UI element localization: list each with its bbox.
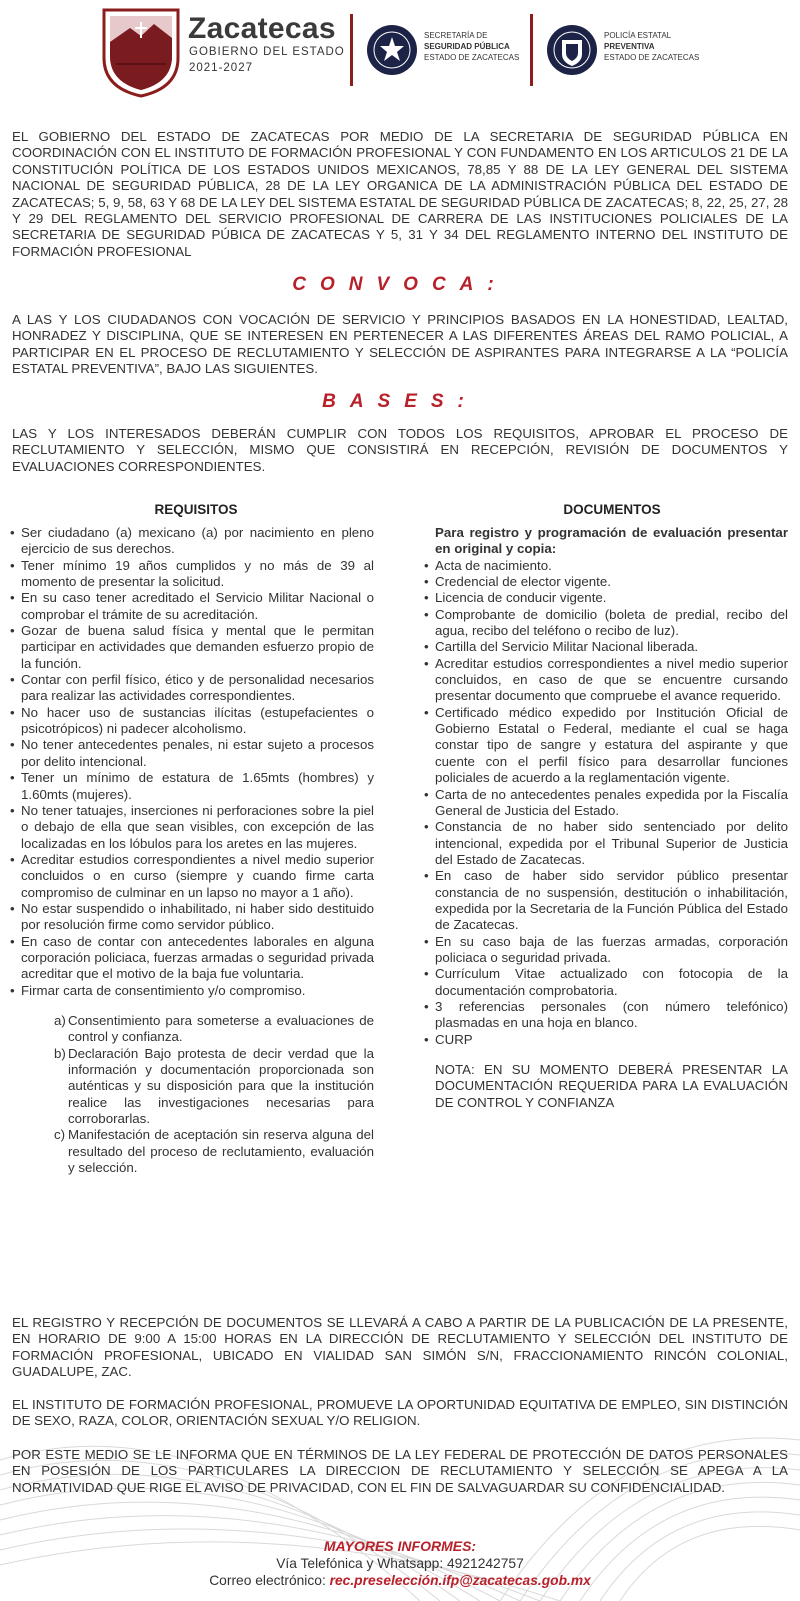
subitem-text: Declaración Bajo protesta de decir verdad que la información y documentación proporcionada son auténticas y su disposición para que la institución realice las investigaciones necesarias para corroborarlas. [68,1045,374,1127]
documentos-list [426,558,788,1048]
requisito-item: • Tener mínimo 19 años cumplidos y no más de 39 al momento de presentar la solicitud. [12,558,374,591]
requisito-subitem [54,1046,374,1128]
requisito-item: • No estar suspendido o inhabilitado, ni haber sido destituido por resolución firme como servidor público. [12,901,374,934]
gov-subtitle: GOBIERNO DEL ESTADO [189,46,345,58]
seguridad-publica-seal [366,24,418,76]
intro-paragraph: EL GOBIERNO DEL ESTADO DE ZACATECAS POR MEDIO DE LA SECRETARIA DE SEGURIDAD PÚBLICA EN COORDINACIÓN CON EL INSTITUTO DE FORMACIÓN PROFESIONAL Y CON FUNDAMENTO EN LOS ARTICULOS 21 DE LA CONSTITUCIÓN POLÍTICA DE LOS ESTADOS UNIDOS MEXICANOS, 78,85 Y 88 DE LA LEY GENERAL DEL SISTEMA NACIONAL DE SEGURIDAD PÚBLICA, 28 DE LA LEY ORGANICA DE LA ADMINISTRACIÓN PÚBLICA DEL ESTADO DE ZACATECAS; 5, 9, 58, 63 Y 68 DE LA LEY DEL SISTEMA ESTATAL DE SEGURIDAD PÚBLICA DE ZACATECAS; 8, 22, 25, 27, 28 Y 29 DEL REGLAMENTO DEL SERVICIO PROFESIONAL DE CARRERA DE LAS INSTITUCIONES POLICIALES DE LA SECRETARIA DE SEGURIDAD PÚBICA DE ZACATECAS Y 5, 31 Y 34 DEL REGLAMENTO INTERNO DEL INSTITUTO DE FORMACIÓN PROFESIONAL [12,129,788,259]
requisito-item: • No tener tatuajes, inserciones ni perforaciones sobre la piel o debajo de ella que sean visibles, con excepción de las localizadas en los lóbulos para los aretes en las mujeres. [12,803,374,852]
requisito-item: • Ser ciudadano (a) mexicano (a) por nacimiento en pleno ejercicio de sus derechos. [12,525,374,558]
convoca-heading: CONVOCA: [292,274,508,295]
requisito-subitem [54,1127,374,1176]
requisitos-list [12,525,374,999]
header-divider [350,14,353,86]
zacatecas-shield-logo [102,8,180,98]
requisito-item: • Gozar de buena salud física y mental que le permitan participar en actividades que demanden esfuerzo propio de la función. [12,623,374,672]
documento-item: • Licencia de conducir vigente. [426,590,788,606]
policia-estatal-seal [546,24,598,76]
documentos-note: NOTA: EN SU MOMENTO DEBERÁ PRESENTAR LA DOCUMENTACIÓN REQUERIDA PARA LA EVALUACIÓN DE CONTROL Y CONFIANZA [435,1062,788,1110]
bases-paragraph: LAS Y LOS INTERESADOS DEBERÁN CUMPLIR CON TODOS LOS REQUISITOS, APROBAR EL PROCESO DE RECLUTAMIENTO Y SELECCIÓN, MISMO QUE CONSISTIRÁ EN RECEPCIÓN, REVISIÓN DE DOCUMENTOS Y EVALUACIONES CORRESPONDIENTES. [12,426,788,474]
requisito-subitem [54,1013,374,1046]
requisito-item: • Acreditar estudios correspondientes a nivel medio superior concluidos o en curso (siempre y cuando firme carta compromiso de culminar en un lapso no mayor a 1 año). [12,852,374,901]
requisitos-heading: REQUISITOS [154,502,238,517]
documento-item: • Acta de nacimiento. [426,558,788,574]
header [0,0,800,110]
requisito-item: • Contar con perfil físico, ético y de personalidad necesarios para realizar las actividades correspondientes. [12,672,374,705]
email-label: Correo electrónico: [209,1573,326,1588]
gov-title: Zacatecas [188,12,336,45]
registro-paragraph: EL REGISTRO Y RECEPCIÓN DE DOCUMENTOS SE LLEVARÁ A CABO A PARTIR DE LA PUBLICACIÓN DE LA PRESENTE, EN HORARIO DE 9:00 A 15:00 HORAS EN LA DIRECCIÓN DE RECLUTAMIENTO Y SELECCIÓN DEL INSTITUTO DE FORMACIÓN PROFESIONAL, UBICADO EN VIALIDAD SAN SIMÓN S/N, FRACCIONAMIENTO RINCÓN COLONIAL, GUADALUPE, ZAC. [12,1315,788,1380]
documento-item: • En su caso baja de las fuerzas armadas, corporación policiaca o seguridad privada. [426,934,788,967]
documento-item: • Carta de no antecedentes penales expedida por la Fiscalía General de Justicia del Estado. [426,787,788,820]
documento-item: • Certificado médico expedido por Institución Oficial de Gobierno Estatal o Federal, mediante el cual se haga constar tipo de sangre y estatura del aspirante y que cuente con el perfil físico para desarrollar funciones policiales de acuerdo a la reglamentación vigente. [426,705,788,787]
email-line [0,1573,800,1588]
subitem-letter: c) [54,1127,66,1143]
documento-item: • Constancia de no haber sido sentenciado por delito intencional, expedida por el Tribunal Superior de Justicia del Estado de Zacatecas. [426,819,788,868]
subitem-letter: b) [54,1045,66,1061]
documento-item: • Comprobante de domicilio (boleta de predial, recibo del agua, recibo del teléfono o recibo de luz). [426,607,788,640]
documento-item: • Currículum Vitae actualizado con fotocopia de la documentación comprobatoria. [426,966,788,999]
documento-item: • Acreditar estudios correspondientes a nivel medio superior concluidos, en caso de que se encuentre cursando presentar documento que compruebe el avance requerido. [426,656,788,705]
subitem-text: Manifestación de aceptación sin reserva alguna del resultado del proceso de reclutamiento, evaluación y selección. [68,1127,374,1176]
subitem-text: Consentimiento para someterse a evaluaciones de control y confianza. [68,1012,374,1045]
agency-policia: POLICÍA ESTATAL PREVENTIVA ESTADO DE ZACATECAS [604,31,700,62]
requisito-item: • Tener un mínimo de estatura de 1.65mts (hombres) y 1.60mts (mujeres). [12,770,374,803]
requisito-item: • En su caso tener acreditado el Servicio Militar Nacional o comprobar el trámite de su acreditación. [12,590,374,623]
header-divider-2 [530,14,533,86]
requisito-item: • No hacer uso de sustancias ilícitas (estupefacientes o psicotrópicos) ni padecer alcoholismo. [12,705,374,738]
mayores-informes-heading: MAYORES INFORMES: [323,1538,477,1554]
documentos-heading: DOCUMENTOS [563,502,661,517]
phone-line: Vía Telefónica y Whatsapp: 4921242757 [276,1556,524,1571]
documentos-column [426,525,788,1111]
gov-years: 2021-2027 [189,62,253,74]
requisitos-sublist [54,1013,374,1176]
documento-item: • CURP [426,1032,788,1048]
subitem-letter: a) [54,1012,66,1028]
privacidad-paragraph: POR ESTE MEDIO SE LE INFORMA QUE EN TÉRMINOS DE LA LEY FEDERAL DE PROTECCIÓN DE DATOS PERSONALES EN POSESIÓN DE LOS PARTICULARES LA DIRECCION DE RECLUTAMIENTO Y SELECCIÓN SE APEGA A LA NORMATIVIDAD QUE RIGE EL AVISO DE PRIVACIDAD, CON EL FIN DE SALVAGUARDAR SU CONFIDENCIALIDAD. [12,1447,788,1495]
bases-heading: BASES: [322,391,478,412]
documento-item: • Cartilla del Servicio Militar Nacional liberada. [426,639,788,655]
email-link[interactable]: rec.preselección.ifp@zacatecas.gob.mx [329,1573,591,1588]
footer [0,1538,800,1588]
agency-secretaria: SECRETARÍA DE SEGURIDAD PÚBLICA ESTADO DE ZACATECAS [424,31,520,62]
documento-item: • 3 referencias personales (con número telefónico) plasmadas en una hoja en blanco. [426,999,788,1032]
requisito-item: • Firmar carta de consentimiento y/o compromiso. [12,983,374,999]
documento-item: • Credencial de elector vigente. [426,574,788,590]
requisitos-column [12,525,374,1176]
documento-item: • En caso de haber sido servidor público presentar constancia de no suspensión, destitución o inhabilitación, expedida por la Secretaria de la Función Pública del Estado de Zacatecas. [426,868,788,933]
documentos-intro: Para registro y programación de evaluación presentar en original y copia: [435,525,788,557]
equidad-paragraph: EL INSTITUTO DE FORMACIÓN PROFESIONAL, PROMUEVE LA OPORTUNIDAD EQUITATIVA DE EMPLEO, SIN DISTINCIÓN DE SEXO, RAZA, COLOR, ORIENTACIÓN SEXUAL Y/O RELIGION. [12,1397,788,1429]
convoca-paragraph: A LAS Y LOS CIUDADANOS CON VOCACIÓN DE SERVICIO Y PRINCIPIOS BASADOS EN LA HONESTIDAD, LEALTAD, HONRADEZ Y DISCIPLINA, QUE SE INTERESEN EN PERTENECER A LAS DIFERENTES ÁREAS DEL RAMO POLICIAL, A PARTICIPAR EN EL PROCESO DE RECLUTAMIENTO Y SELECCIÓN DE ASPIRANTES PARA INTEGRARSE A LA “POLICÍA ESTATAL PREVENTIVA”, BAJO LAS SIGUIENTES. [12,312,788,377]
requisito-item: • En caso de contar con antecedentes laborales en alguna corporación policiaca, fuerzas armadas o seguridad privada acreditar que el motivo de la baja fue voluntaria. [12,934,374,983]
requisito-item: • No tener antecedentes penales, ni estar sujeto a procesos por delito intencional. [12,737,374,770]
